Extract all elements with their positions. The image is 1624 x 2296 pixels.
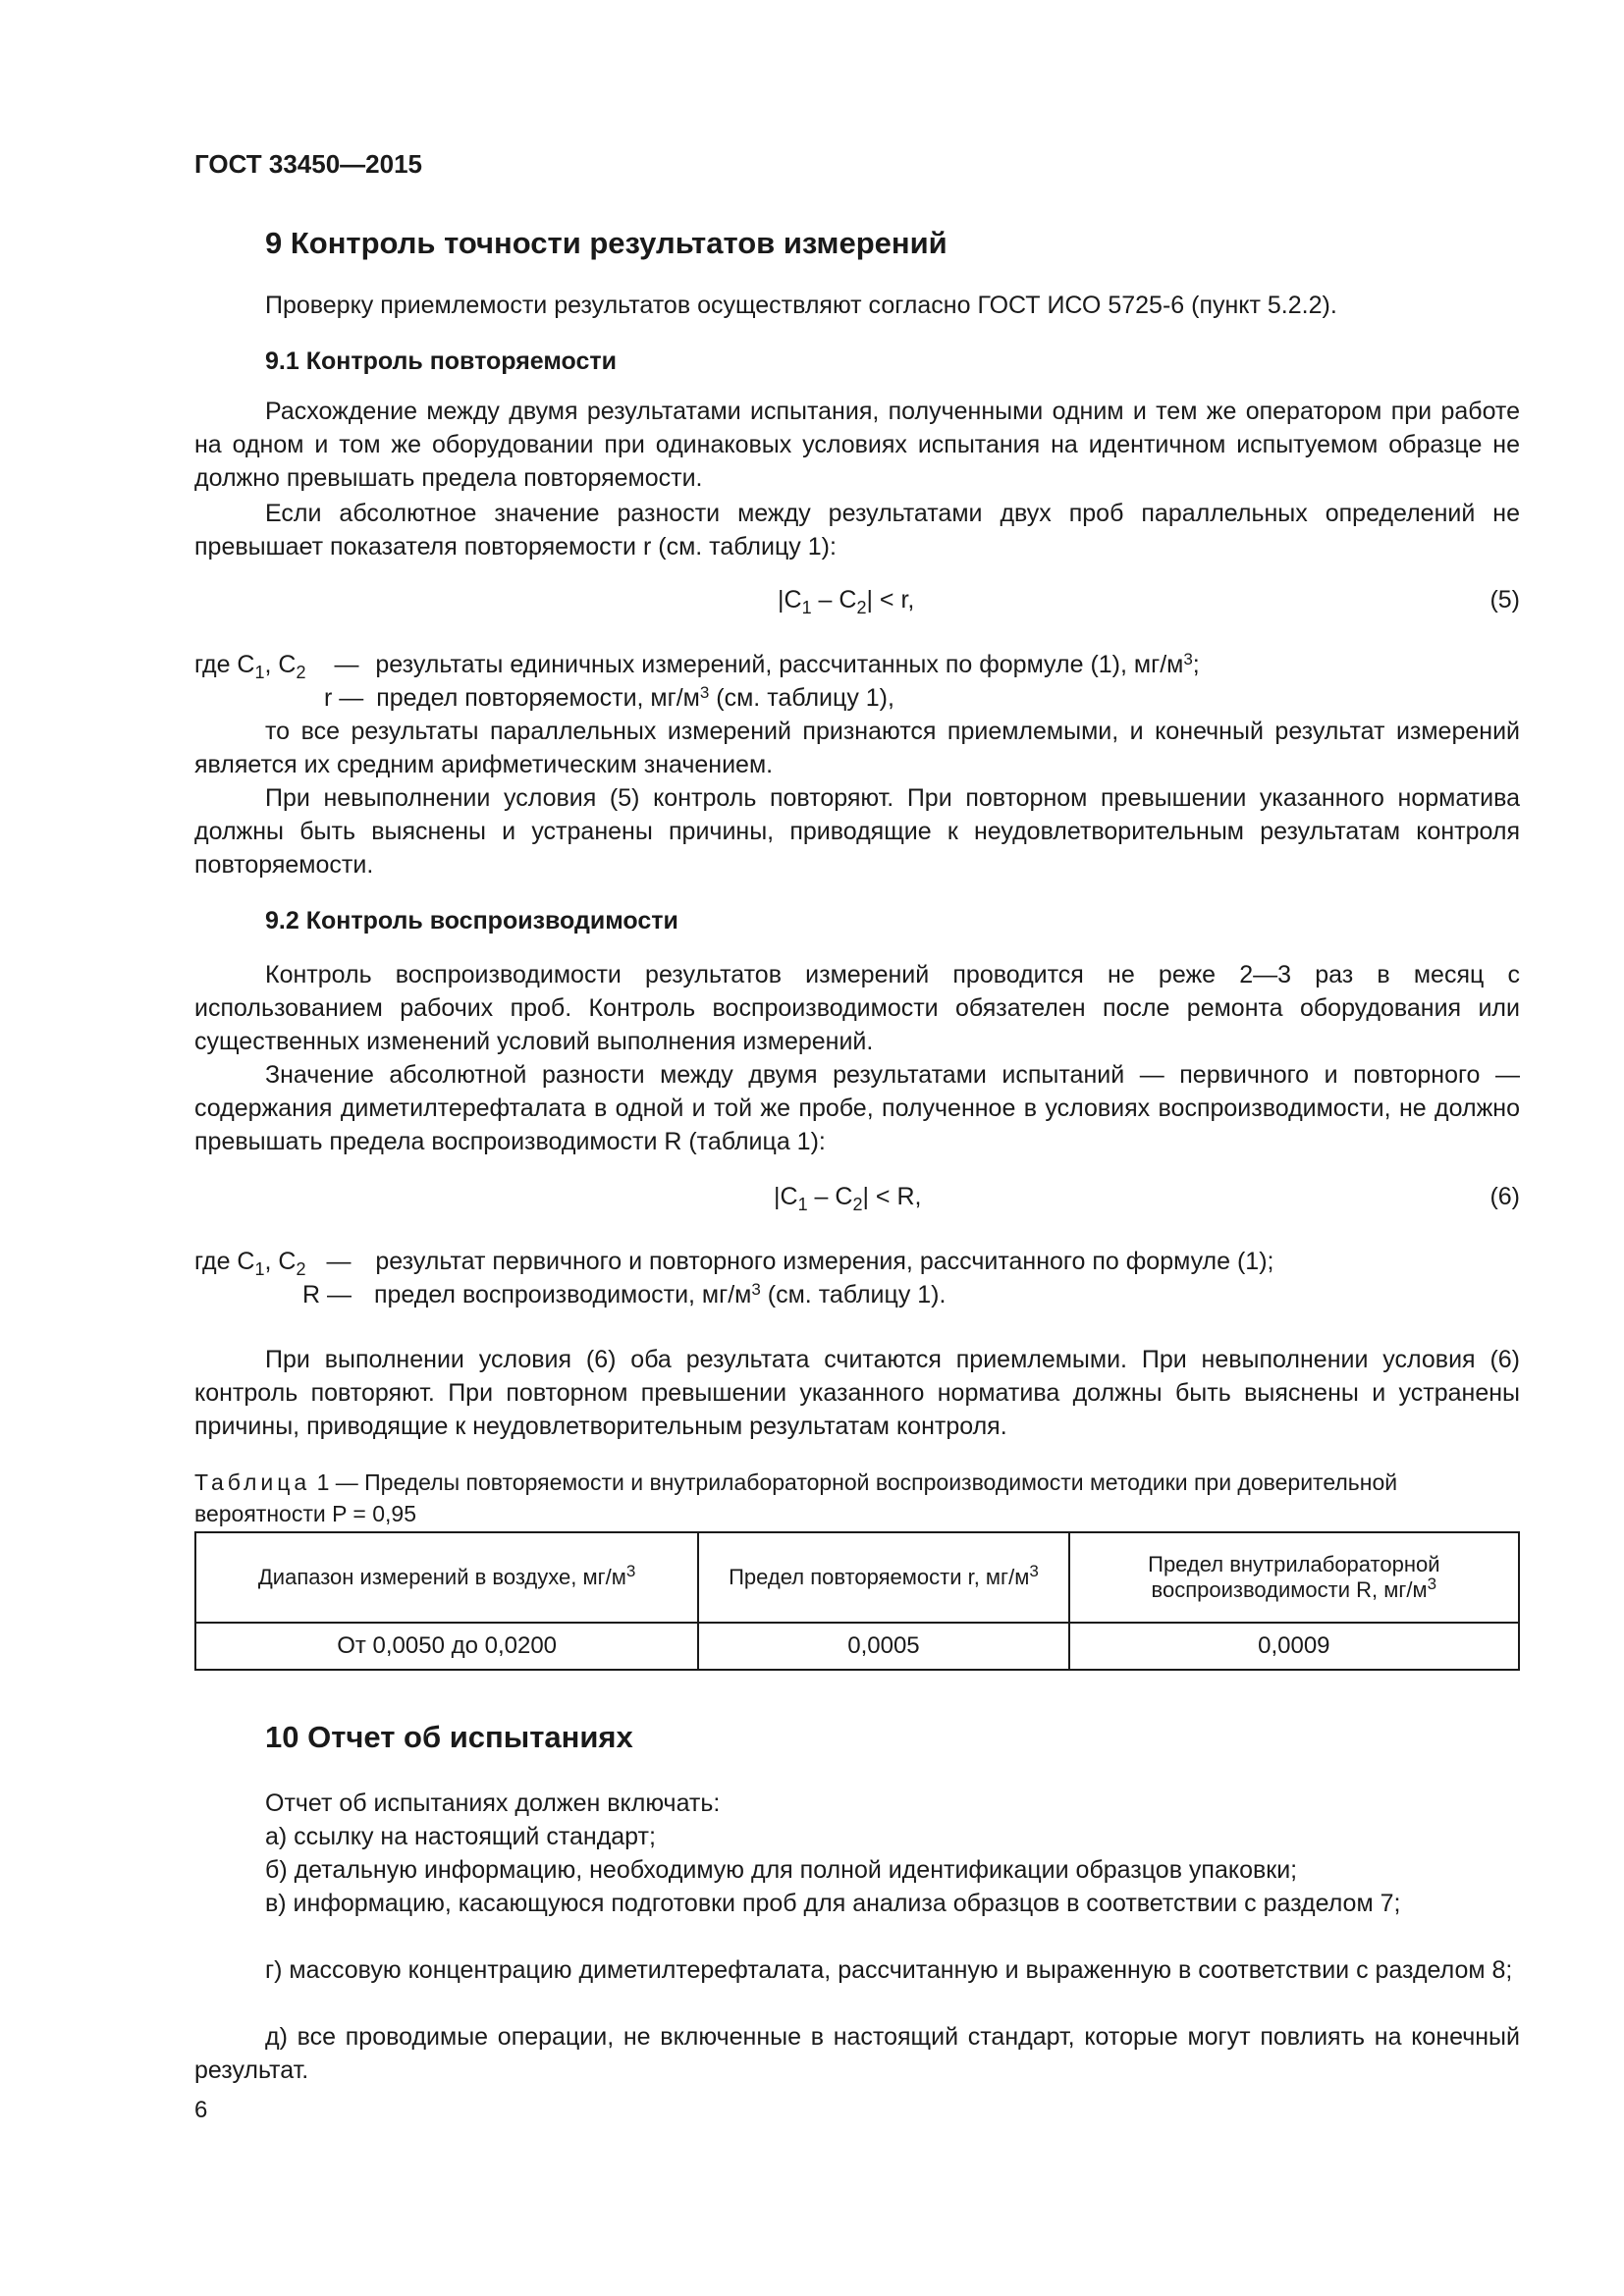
page-number: 6: [194, 2097, 208, 2123]
where-c1-c2: [194, 648, 1200, 681]
where-text: (см. таблицу 1).: [760, 1281, 947, 1308]
where-symbol: r —: [324, 684, 364, 712]
section-9-1-title: 9.1 Контроль повторяемости: [265, 347, 618, 375]
formula-5-number: (5): [1489, 586, 1520, 614]
section-9-2-paragraph-1: Контроль воспроизводимости результатов измерений проводится не реже 2—3 раз в месяц с использованием рабочих проб. Контроль воспроизводимости обязателен после ремонта оборудования или существенных изменений условий выполнения измерений.: [194, 961, 1520, 1055]
where-sub: 1: [254, 1259, 265, 1279]
section-9-2-paragraph-3: При выполнении условия (6) оба результата считаются приемлемыми. При невыполнении условия (6) контроль повторяют. При повторном превышении указанного норматива должны быть выяснены и устранены причины, приводящие к неудовлетворительным результатам контроля.: [194, 1346, 1520, 1440]
where-sub: 1: [254, 663, 265, 682]
section-9-2-paragraph-2: Значение абсолютной разности между двумя результатами испытаний — первичного и повторного — содержания диметилтерефталата в одной и той же пробе, полученное в условиях воспроизводимости, не должно превышать предела воспроизводимости R (таблица 1):: [194, 1061, 1520, 1155]
section-9-2-title: 9.2 Контроль воспроизводимости: [265, 907, 678, 934]
section-10-item-d: д) все проводимые операции, не включенные в настоящий стандарт, которые могут повлиять на конечный результат.: [194, 2023, 1520, 2084]
section-10-title: 10 Отчет об испытаниях: [265, 1720, 633, 1754]
header-text: Предел повторяемости r, мг/м: [729, 1565, 1030, 1589]
header-sup: 3: [625, 1562, 636, 1580]
where-text: результаты единичных измерений, рассчитанных по формуле (1), мг/м: [375, 651, 1184, 678]
formula-5-part: – C: [811, 586, 857, 614]
header-sup: 3: [1029, 1562, 1039, 1580]
header-text: воспроизводимости R, мг/м: [1151, 1577, 1428, 1602]
section-9-1-paragraph-4: При невыполнении условия (5) контроль повторяют. При повторном превышении указанного норматива должны быть выяснены и устранены причины, приводящие к неудовлетворительным результатам контроля повторяемости.: [194, 784, 1520, 879]
header-text: Предел внутрилабораторной: [1148, 1552, 1440, 1576]
formula-6-number: (6): [1489, 1183, 1520, 1210]
where-sub: 2: [296, 1259, 306, 1279]
formula-5-part: |C: [778, 586, 802, 614]
table-cell: 0,0009: [1069, 1623, 1519, 1670]
formula-6-sub: 1: [797, 1195, 808, 1214]
where-text: результат первичного и повторного измерения, рассчитанного по формуле (1);: [375, 1248, 1274, 1275]
document-code: ГОСТ 33450—2015: [194, 149, 422, 179]
where-sup: 3: [699, 683, 710, 702]
section-10-item-a: а) ссылку на настоящий стандарт;: [265, 1823, 656, 1850]
table-row: [195, 1623, 1519, 1670]
section-10-item-g: г) массовую концентрацию диметилтерефталата, рассчитанную и выраженную в соответствии с разделом 8;: [265, 1956, 1513, 1984]
section-9-title: 9 Контроль точности результатов измерений: [265, 226, 947, 260]
section-10-intro: Отчет об испытаниях должен включать:: [265, 1789, 721, 1817]
where-R: [302, 1278, 946, 1311]
where-text: ;: [1192, 651, 1200, 678]
section-9-1-paragraph-2: Если абсолютное значение разности между результатами двух проб параллельных определений не превышает показателя повторяемости r (см. таблицу 1):: [194, 500, 1520, 561]
formula-5-sub: 2: [856, 598, 867, 617]
table-1: [194, 1531, 1520, 1671]
where-symbol: где C: [194, 1248, 255, 1275]
where-sup: 3: [1183, 650, 1193, 668]
where-symbol: , C: [264, 651, 297, 678]
formula-5-part: | < r,: [866, 586, 915, 614]
table-header-row: [195, 1532, 1519, 1623]
table-cell: От 0,0050 до 0,0200: [195, 1623, 698, 1670]
table-header-cell: [698, 1532, 1068, 1623]
where-dash: —: [326, 1248, 352, 1275]
formula-5: [778, 583, 914, 616]
section-9-1-paragraph-1: Расхождение между двумя результатами испытания, полученными одним и тем же оператором при работе на одном и том же оборудовании при одинаковых условиях испытания на идентичном испытуемом образце не должно превышать предела повторяемости.: [194, 398, 1520, 492]
where-r: [324, 681, 894, 715]
table-1-caption-text: 1 — Пределы повторяемости и внутрилабораторной воспроизводимости методики при доверительной вероятности P = 0,95: [194, 1469, 1398, 1526]
section-9-1-paragraph-3: то все результаты параллельных измерений признаются приемлемыми, и конечный результат измерений является их средним арифметическим значением.: [194, 718, 1520, 778]
formula-6: [774, 1180, 921, 1213]
where-symbol: , C: [264, 1248, 297, 1275]
section-9-intro: Проверку приемлемости результатов осуществляют согласно ГОСТ ИСО 5725-6 (пункт 5.2.2).: [265, 292, 1337, 319]
where-sub: 2: [296, 663, 306, 682]
table-header-cell: [1069, 1532, 1519, 1623]
section-10-item-b: б) детальную информацию, необходимую для полной идентификации образцов упаковки;: [265, 1856, 1298, 1884]
table-1-caption: [194, 1467, 1530, 1529]
header-sup: 3: [1427, 1575, 1437, 1593]
formula-6-sub: 2: [852, 1195, 863, 1214]
where-symbol: R —: [302, 1281, 352, 1308]
formula-5-sub: 1: [801, 598, 812, 617]
where-c1-c2-6: [194, 1245, 1273, 1278]
where-symbol: где C: [194, 651, 255, 678]
header-text: Диапазон измерений в воздухе, мг/м: [257, 1565, 626, 1589]
where-text: предел воспроизводимости, мг/м: [373, 1281, 752, 1308]
where-dash: —: [334, 651, 359, 678]
table-header-cell: [195, 1532, 698, 1623]
where-sup: 3: [751, 1280, 761, 1299]
formula-6-part: – C: [807, 1183, 853, 1210]
where-text: (см. таблицу 1),: [709, 684, 894, 712]
section-10-item-v: в) информацию, касающуюся подготовки проб для анализа образцов в соответствии с разделом 7;: [265, 1890, 1401, 1917]
formula-6-part: | < R,: [862, 1183, 922, 1210]
where-text: предел повторяемости, мг/м: [376, 684, 700, 712]
table-1-caption-label: Таблица: [194, 1469, 311, 1495]
formula-6-part: |C: [774, 1183, 798, 1210]
table-cell: 0,0005: [698, 1623, 1068, 1670]
